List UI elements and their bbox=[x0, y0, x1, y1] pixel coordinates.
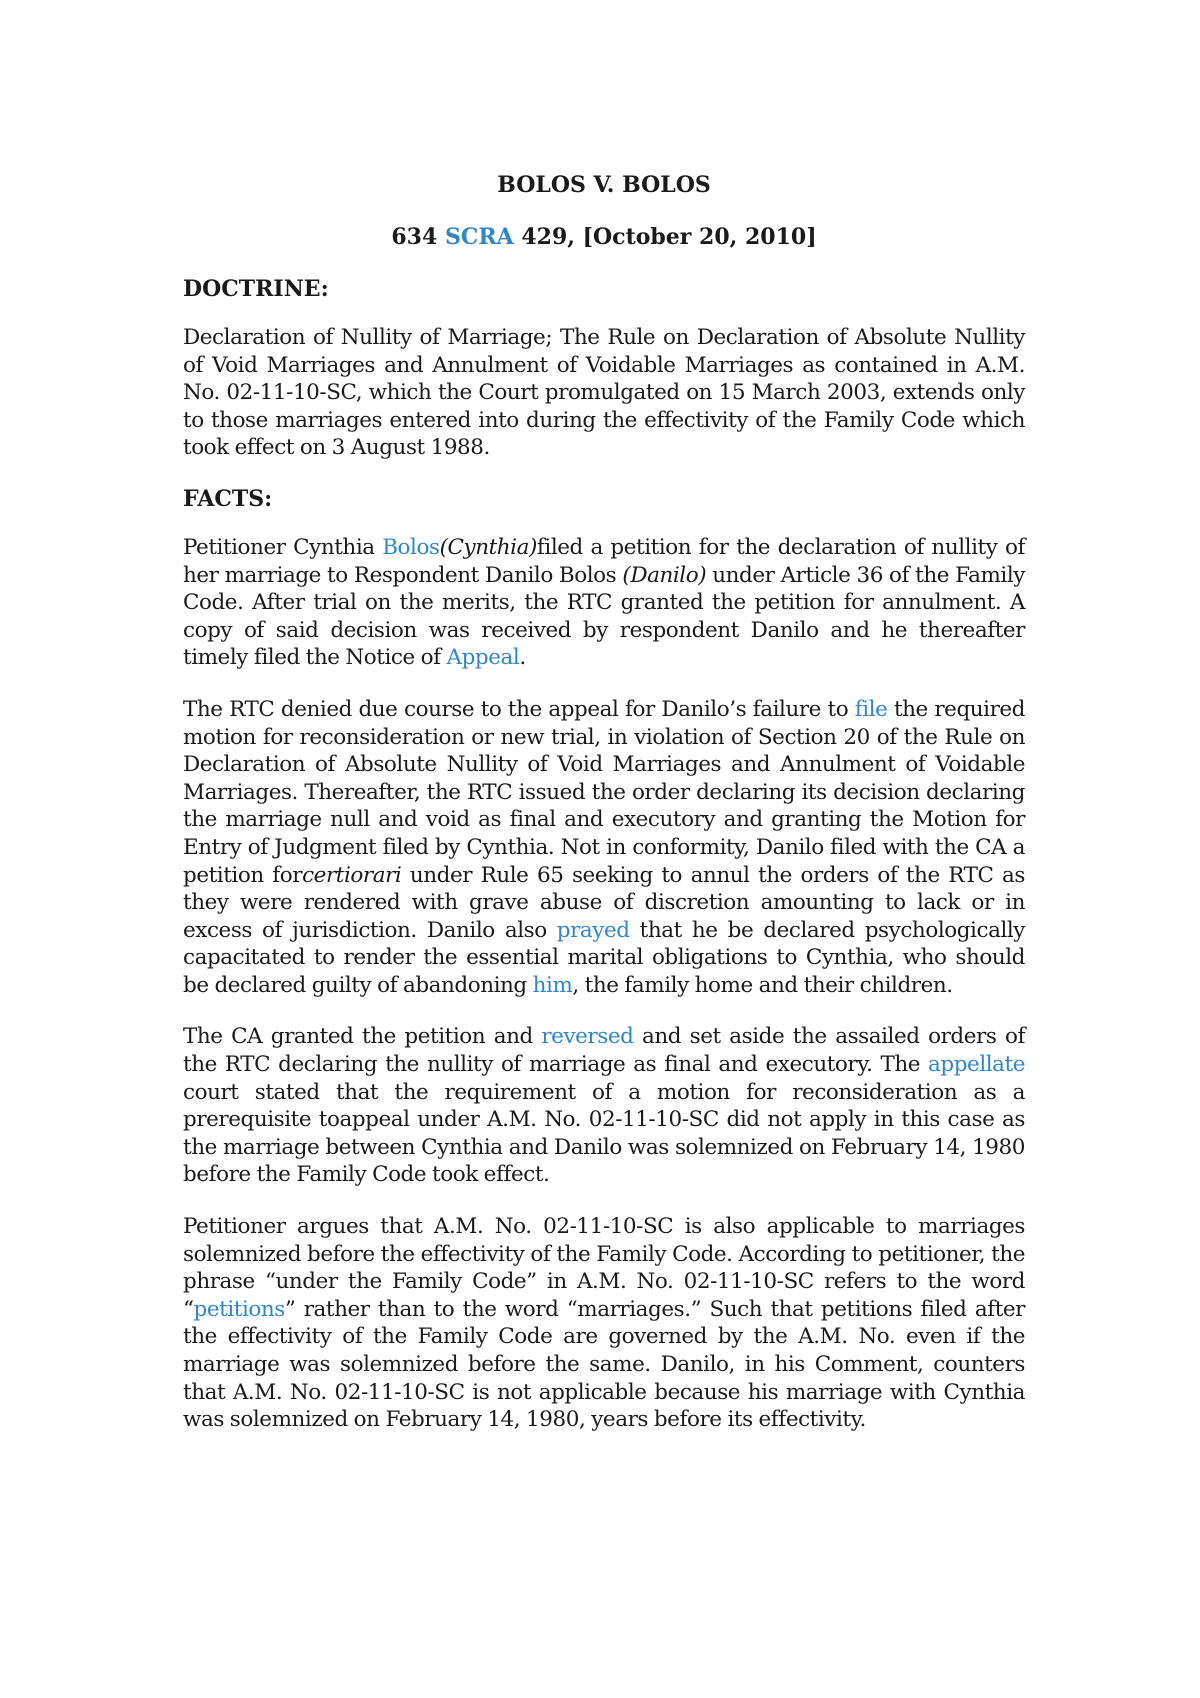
italic-run: (Cynthia) bbox=[439, 534, 537, 560]
facts-paragraph-4 bbox=[183, 1213, 1025, 1434]
citation-prefix: 634 bbox=[391, 224, 445, 250]
text-run: court stated that the requirement of a motion for reconsideration as a prerequisite toappeal under A.M. No. 02-11-10-SC did not apply in this case as the marriage between Cynthia and Danilo was solemnized on February 14, 1980 before the Family Code took effect. bbox=[183, 1079, 1025, 1188]
text-run: and set aside the assailed orders of the RTC declaring the nullity of marriage as final and executory. The bbox=[183, 1024, 1025, 1078]
text-run: The RTC denied due course to the appeal for Danilo’s failure to bbox=[183, 696, 855, 722]
text-run: the required motion for reconsideration or new trial, in violation of Section 20 of the Rule on Declaration of Absolute Nullity of Void Marriages and Annulment of Voidable Marriages. Thereafter, the RTC issued the order declaring its decision declaring the marriage null and void as final and executory and granting the Motion for Entry of Judgment filed by Cynthia. Not in conformity, Danilo filed with the CA a petition for bbox=[183, 696, 1025, 888]
text-run: Petitioner argues that A.M. No. 02-11-10-SC is also applicable to marriages solemnized before the effectivity of the Family Code. According to petitioner, the phrase “under the Family Code” in A.M. No. 02-11-10-SC refers to the word “ bbox=[183, 1214, 1025, 1322]
text-run: , the family home and their children. bbox=[572, 972, 953, 998]
italic-run: (Danilo) bbox=[622, 562, 707, 588]
doctrine-paragraph: Declaration of Nullity of Marriage; The Rule on Declaration of Absolute Nullity of Void Marriages and Annulment of Voidable Marriages as contained in A.M. No. 02-11-10-SC, which the Court promulgated on 15 March 2003, extends only to those marriages entered into during the effectivity of the Family Code which took effect on 3 August 1988. bbox=[183, 325, 1025, 461]
facts-heading: FACTS: bbox=[183, 485, 273, 512]
bolos-link[interactable]: Bolos bbox=[382, 534, 440, 560]
reversed-link[interactable]: reversed bbox=[541, 1024, 634, 1050]
scra-link[interactable]: SCRA bbox=[444, 224, 514, 250]
him-link[interactable]: him bbox=[532, 972, 573, 998]
doctrine-heading: DOCTRINE: bbox=[183, 276, 329, 302]
document-body bbox=[183, 170, 1025, 1434]
case-citation bbox=[183, 222, 1025, 252]
text-run: under Article 36 of the Family Code. After trial on the merits, the RTC granted the petition for annulment. A copy of said decision was received by respondent Danilo and he thereafter timely filed the Notice of bbox=[183, 562, 1025, 671]
text-run: filed a petition for the declaration of nullity of her marriage to Respondent Danilo Bolos bbox=[183, 534, 1025, 588]
case-title: BOLOS V. BOLOS bbox=[497, 172, 711, 198]
prayed-link[interactable]: prayed bbox=[556, 917, 630, 943]
text-run: under Rule 65 seeking to annul the orders of the RTC as they were rendered with grave abuse of discretion amounting to lack or in excess of jurisdiction. Danilo also bbox=[183, 862, 1025, 943]
italic-run: certiorari bbox=[302, 862, 402, 888]
text-run: The CA granted the petition and bbox=[183, 1024, 542, 1050]
appeal-link[interactable]: Appeal bbox=[446, 645, 520, 671]
facts-paragraph-2 bbox=[183, 696, 1025, 1000]
file-link[interactable]: file bbox=[854, 696, 888, 722]
text-run: . bbox=[519, 645, 526, 671]
text-run: Petitioner Cynthia bbox=[183, 534, 383, 560]
text-run: that he be declared psychologically capacitated to render the essential marital obligations to Cynthia, who should be declared guilty of abandoning bbox=[183, 917, 1025, 998]
facts-paragraph-3 bbox=[183, 1023, 1025, 1189]
appellate-link[interactable]: appellate bbox=[928, 1052, 1025, 1078]
petitions-link[interactable]: petitions bbox=[193, 1296, 285, 1322]
citation-suffix: 429, [October 20, 2010] bbox=[513, 224, 817, 250]
facts-paragraph-1 bbox=[183, 534, 1025, 672]
text-run: ” rather than to the word “marriages.” Such that petitions filed after the effectivity of the Family Code are governed by the A.M. No. even if the marriage was solemnized before the same. Danilo, in his Comment, counters that A.M. No. 02-11-10-SC is not applicable because his marriage with Cynthia was solemnized on February 14, 1980, years before its effectivity. bbox=[183, 1296, 1025, 1433]
